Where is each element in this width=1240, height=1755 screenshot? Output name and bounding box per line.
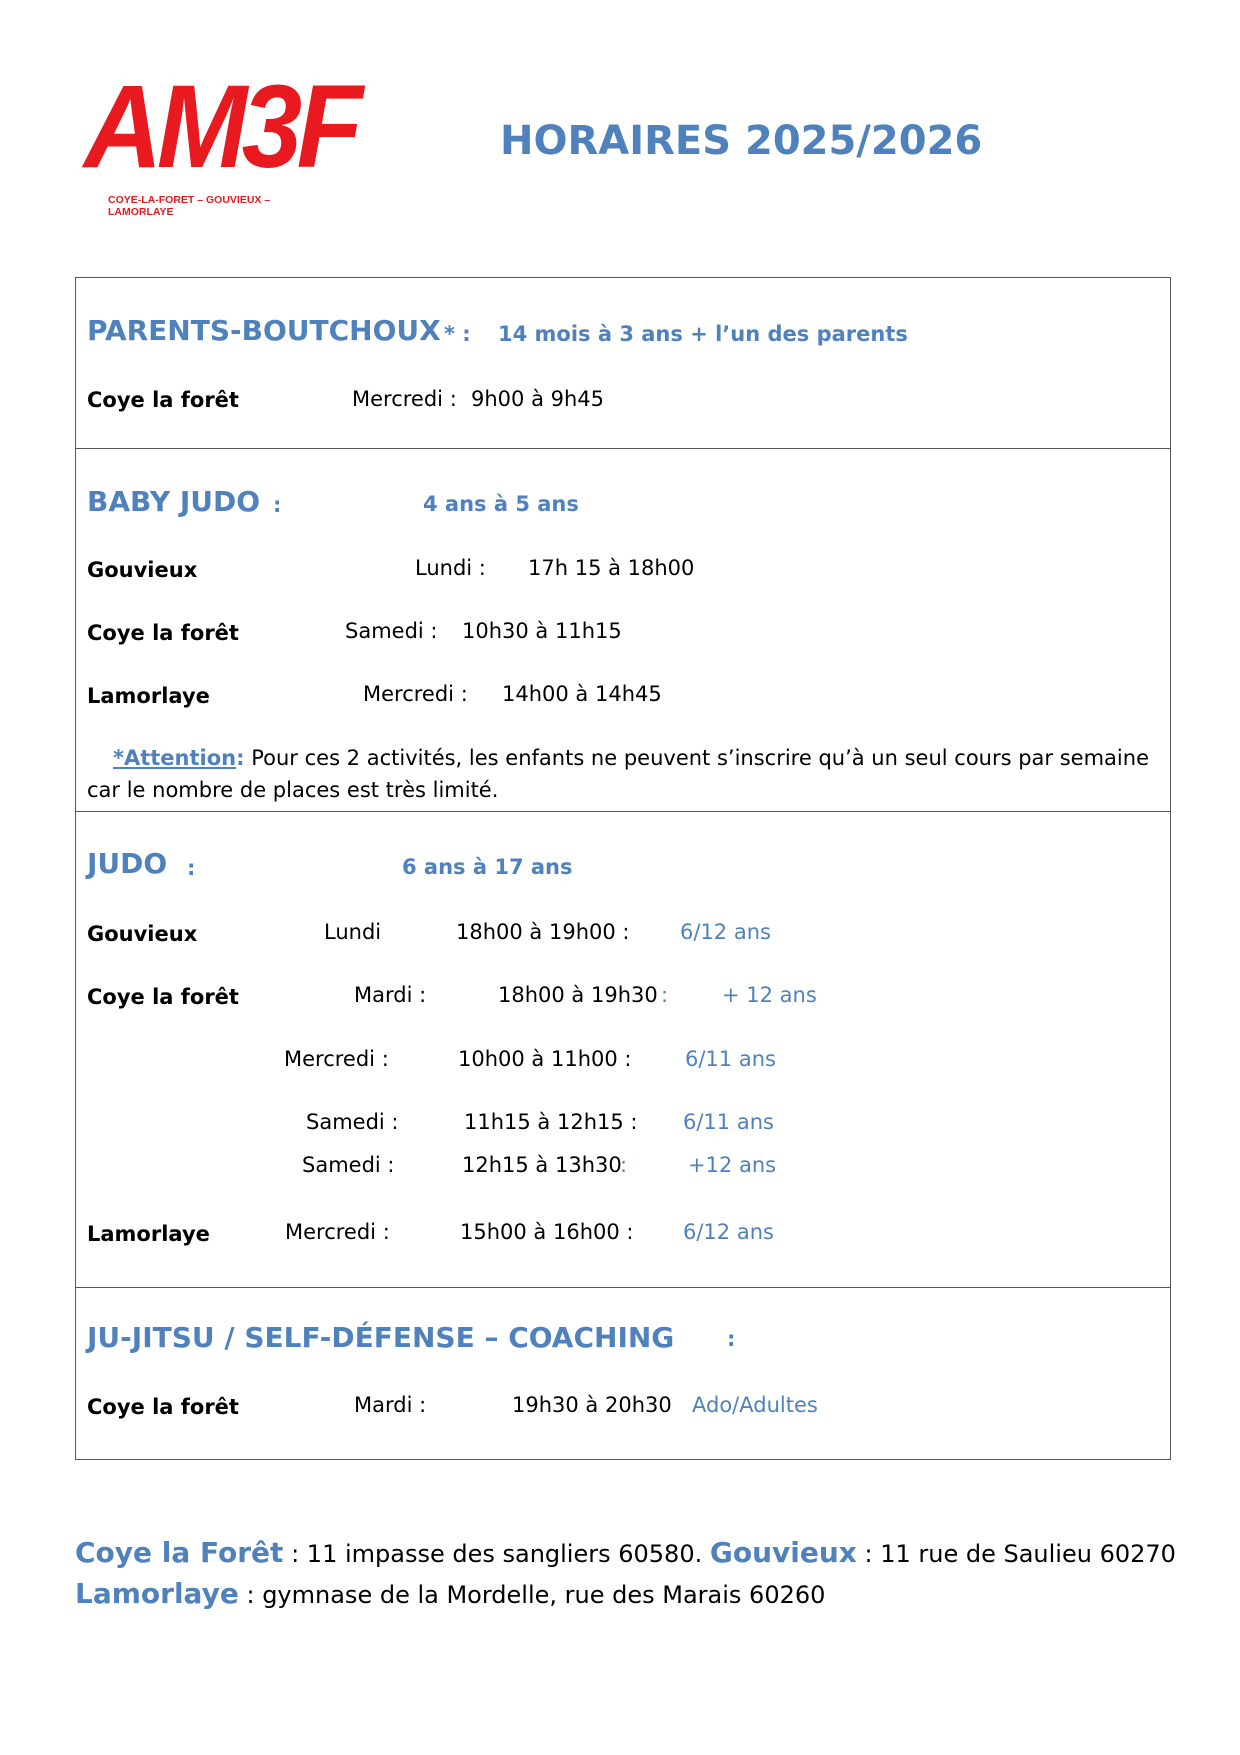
location-name: Coye la forêt: [87, 985, 239, 1009]
day-label: Mardi :: [354, 983, 427, 1007]
time-colon: :: [620, 1153, 628, 1177]
section-divider: [75, 448, 1171, 449]
address-coye: : 11 impasse des sangliers 60580.: [291, 1540, 703, 1568]
age-range: 14 mois à 3 ans + l’un des parents: [498, 322, 908, 346]
address-label-lamorlaye: Lamorlaye: [75, 1577, 239, 1610]
attention-colon: :: [236, 746, 245, 770]
location-name: Lamorlaye: [87, 684, 210, 708]
age-range: 6 ans à 17 ans: [402, 855, 573, 879]
address-lamorlaye: : gymnase de la Mordelle, rue des Marais 60260: [246, 1581, 826, 1609]
location-name: Coye la forêt: [87, 1395, 239, 1419]
day-label: Lundi: [324, 920, 382, 944]
location-name: Coye la forêt: [87, 621, 239, 645]
day-label: Mercredi :: [284, 1047, 389, 1071]
time-range: 10h00 à 11h00 :: [458, 1047, 632, 1071]
day-label: Mercredi :: [285, 1220, 390, 1244]
time-range: 17h 15 à 18h00: [528, 556, 695, 580]
age-group: Ado/Adultes: [692, 1393, 818, 1417]
time-colon: :: [661, 983, 669, 1007]
address-label-gouvieux: Gouvieux: [709, 1536, 857, 1569]
time-range: 9h00 à 9h45: [471, 387, 605, 411]
section-divider: [75, 811, 1171, 812]
heading-marker: :: [273, 493, 282, 517]
age-group: + 12 ans: [722, 983, 817, 1007]
page-title: HORAIRES 2025/2026: [500, 118, 983, 164]
day-label: Mercredi :: [363, 682, 468, 706]
attention-text-line2: car le nombre de places est très limité.: [87, 778, 499, 802]
time-range: 11h15 à 12h15 :: [464, 1110, 638, 1134]
time-range: 18h00 à 19h30: [498, 983, 658, 1007]
time-range: 19h30 à 20h30: [512, 1393, 672, 1417]
age-group: 6/11 ans: [683, 1110, 774, 1134]
attention-label: *Attention: [113, 746, 237, 770]
section-heading: JU-JITSU / SELF-DÉFENSE – COACHING: [87, 1321, 675, 1354]
schedule-table: [75, 277, 1171, 1460]
address-line-2: [75, 1577, 825, 1610]
logo-text: AM3F: [84, 61, 358, 193]
club-logo: [84, 61, 358, 218]
age-group: 6/12 ans: [680, 920, 771, 944]
age-range: 4 ans à 5 ans: [423, 492, 579, 516]
day-label: Samedi :: [302, 1153, 395, 1177]
attention-note: [113, 746, 1149, 770]
location-name: Gouvieux: [87, 922, 198, 946]
day-label: Mardi :: [354, 1393, 427, 1417]
logo-subtitle: COYE-LA-FORET – GOUVIEUX – LAMORLAYE: [108, 194, 271, 218]
day-label: Mercredi :: [352, 387, 457, 411]
location-name: Coye la forêt: [87, 388, 239, 412]
day-label: Samedi :: [345, 619, 438, 643]
location-name: Gouvieux: [87, 558, 198, 582]
age-group: 6/12 ans: [683, 1220, 774, 1244]
age-group: 6/11 ans: [685, 1047, 776, 1071]
section-heading: PARENTS-BOUTCHOUX: [87, 314, 441, 347]
day-label: Samedi :: [306, 1110, 399, 1134]
time-range: 12h15 à 13h30: [462, 1153, 622, 1177]
section-divider: [75, 1287, 1171, 1288]
time-range: 14h00 à 14h45: [502, 682, 662, 706]
age-group: +12 ans: [688, 1153, 777, 1177]
address-label-coye: Coye la Forêt: [75, 1536, 284, 1569]
attention-text: Pour ces 2 activités, les enfants ne peuvent s’inscrire qu’à un seul cours par semaine: [251, 746, 1149, 770]
day-label: Lundi :: [415, 556, 486, 580]
heading-marker: :: [187, 856, 196, 880]
heading-marker: * :: [444, 322, 471, 346]
address-line-1: [75, 1536, 1176, 1569]
address-gouvieux: : 11 rue de Saulieu 60270: [864, 1540, 1176, 1568]
section-heading: JUDO: [87, 847, 168, 880]
section-heading: BABY JUDO: [87, 485, 261, 518]
time-range: 18h00 à 19h00 :: [456, 920, 630, 944]
heading-marker: :: [727, 1327, 736, 1351]
time-range: 15h00 à 16h00 :: [460, 1220, 634, 1244]
time-range: 10h30 à 11h15: [462, 619, 622, 643]
location-name: Lamorlaye: [87, 1222, 210, 1246]
